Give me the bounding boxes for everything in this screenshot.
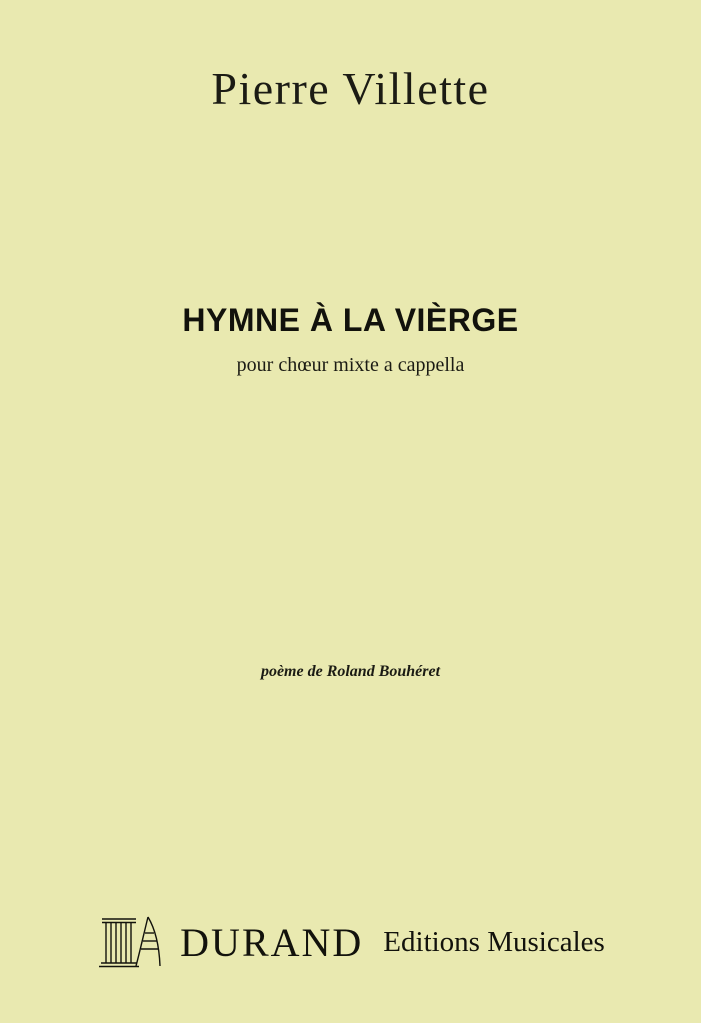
poet-credit: poème de Roland Bouhéret [260, 663, 441, 680]
durand-harp-columns-logo-icon [96, 911, 166, 973]
publisher-block [0, 911, 701, 973]
composer-name: Pierre Villette [211, 63, 490, 114]
page-title: HYMNE À LA VIÈRGE [182, 302, 519, 338]
publisher-name: DURAND [180, 919, 364, 965]
publisher-tagline: Editions Musicales [383, 925, 605, 958]
work-subtitle: pour chœur mixte a cappella [236, 354, 465, 376]
